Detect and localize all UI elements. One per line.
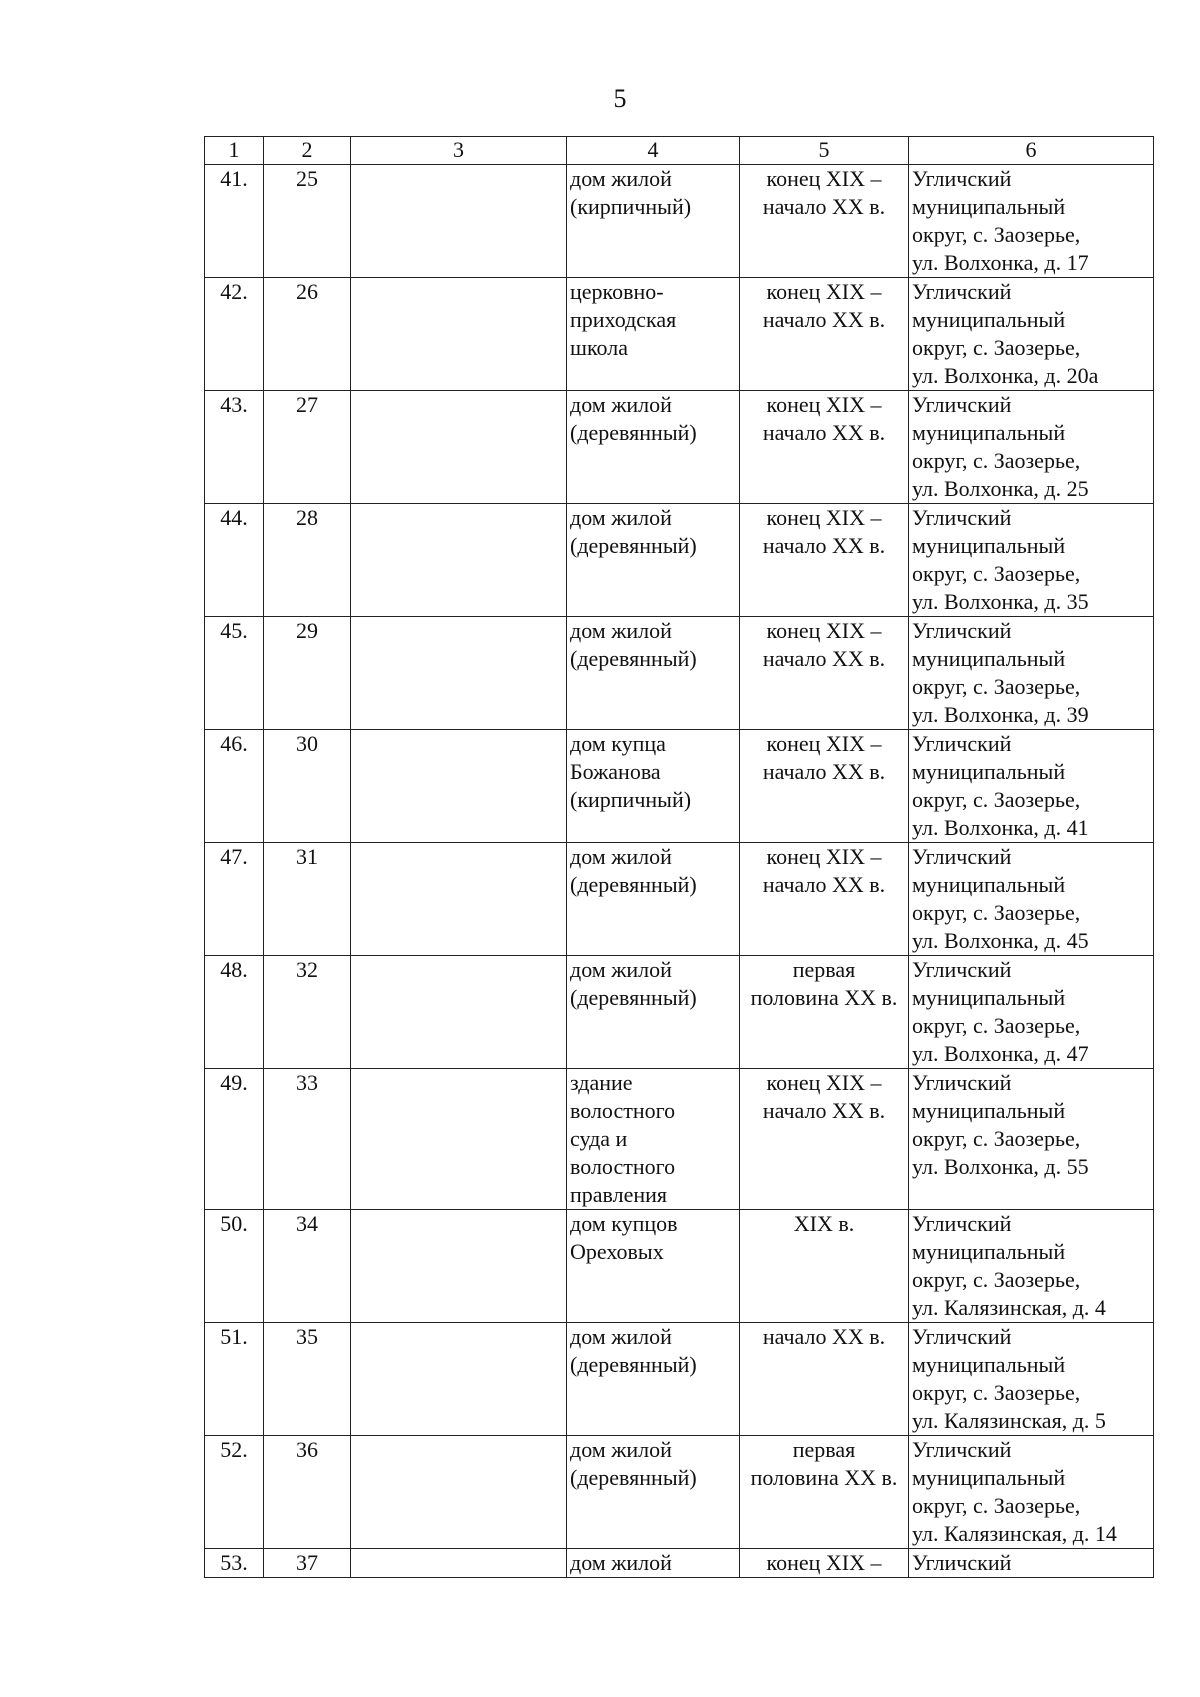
heritage-objects-table [204, 136, 1154, 1578]
object-code-cell: 27 [264, 391, 351, 504]
address-cell-line: Угличский [912, 1437, 1012, 1462]
address-cell-line: округ, с. Заозерье, [912, 1013, 1081, 1038]
address-cell-line: ул. Волхонка, д. 35 [912, 589, 1089, 614]
object-name-cell [567, 1549, 740, 1578]
object-code-cell: 25 [264, 165, 351, 278]
empty-cell [351, 1436, 567, 1549]
row-number-cell: 53. [205, 1549, 264, 1578]
object-code-cell: 36 [264, 1436, 351, 1549]
address-cell-line: Угличский [912, 505, 1012, 530]
table-row [205, 1069, 1154, 1210]
object-name-cell-line: волостного [570, 1154, 676, 1179]
table-row [205, 504, 1154, 617]
table-row [205, 165, 1154, 278]
object-name-cell [567, 165, 740, 278]
object-name-cell [567, 843, 740, 956]
dating-cell [740, 730, 909, 843]
empty-cell [351, 617, 567, 730]
object-name-cell-line: церковно- [570, 279, 664, 304]
dating-cell-line: половина XX в. [750, 985, 898, 1010]
empty-cell [351, 391, 567, 504]
address-cell-line: Угличский [912, 618, 1012, 643]
page-number: 5 [613, 84, 627, 113]
address-cell-line: округ, с. Заозерье, [912, 448, 1081, 473]
dating-cell-line: конец XIX – [766, 505, 882, 530]
object-name-cell [567, 730, 740, 843]
address-cell-line: Угличский [912, 1550, 1012, 1575]
address-cell-line: ул. Волхонка, д. 41 [912, 815, 1089, 840]
table-row [205, 1323, 1154, 1436]
empty-cell [351, 1549, 567, 1578]
address-cell-line: округ, с. Заозерье, [912, 335, 1081, 360]
row-number-cell: 51. [205, 1323, 264, 1436]
dating-cell [740, 1549, 909, 1578]
row-number-cell: 44. [205, 504, 264, 617]
object-name-cell-line: (деревянный) [570, 420, 697, 445]
object-code-cell: 34 [264, 1210, 351, 1323]
address-cell [909, 1323, 1154, 1436]
address-cell-line: ул. Волхонка, д. 20а [912, 363, 1099, 388]
address-cell-line: Угличский [912, 731, 1012, 756]
column-header-3: 3 [351, 137, 567, 165]
dating-cell-line: первая [792, 957, 856, 982]
dating-cell-line: начало XX в. [762, 646, 886, 671]
address-cell-line: округ, с. Заозерье, [912, 674, 1081, 699]
address-cell-line: округ, с. Заозерье, [912, 1126, 1081, 1151]
object-name-cell [567, 956, 740, 1069]
table-row [205, 1549, 1154, 1578]
object-name-cell-line: (деревянный) [570, 872, 697, 897]
object-code-cell: 29 [264, 617, 351, 730]
address-cell-line: муниципальный [912, 1465, 1066, 1490]
row-number-cell: 49. [205, 1069, 264, 1210]
empty-cell [351, 1069, 567, 1210]
address-cell-line: муниципальный [912, 533, 1066, 558]
address-cell-line: Угличский [912, 844, 1012, 869]
empty-cell [351, 278, 567, 391]
table-row [205, 391, 1154, 504]
object-name-cell-line: дом жилой [570, 166, 672, 191]
address-cell-line: муниципальный [912, 1098, 1066, 1123]
address-cell-line: Угличский [912, 1324, 1012, 1349]
address-cell-line: округ, с. Заозерье, [912, 1267, 1081, 1292]
address-cell-line: ул. Волхонка, д. 17 [912, 250, 1089, 275]
object-code-cell: 35 [264, 1323, 351, 1436]
row-number-cell: 48. [205, 956, 264, 1069]
address-cell [909, 617, 1154, 730]
address-cell-line: округ, с. Заозерье, [912, 1493, 1081, 1518]
address-cell-line: ул. Волхонка, д. 25 [912, 476, 1089, 501]
address-cell-line: Угличский [912, 1070, 1012, 1095]
object-name-cell-line: правления [570, 1182, 668, 1207]
object-name-cell-line: (деревянный) [570, 1352, 697, 1377]
address-cell-line: муниципальный [912, 1239, 1066, 1264]
empty-cell [351, 843, 567, 956]
address-cell-line: муниципальный [912, 872, 1066, 897]
table-row [205, 730, 1154, 843]
column-header-6: 6 [909, 137, 1154, 165]
object-name-cell-line: (деревянный) [570, 533, 697, 558]
object-name-cell-line: дом жилой [570, 844, 672, 869]
row-number-cell: 46. [205, 730, 264, 843]
empty-cell [351, 504, 567, 617]
object-name-cell-line: волостного [570, 1098, 676, 1123]
object-name-cell-line: дом жилой [570, 1437, 672, 1462]
address-cell-line: муниципальный [912, 759, 1066, 784]
column-header-5: 5 [740, 137, 909, 165]
table-row [205, 956, 1154, 1069]
table-header-row [205, 137, 1154, 165]
object-name-cell [567, 617, 740, 730]
table-row [205, 278, 1154, 391]
object-name-cell-line: суда и [570, 1126, 628, 1151]
address-cell-line: ул. Волхонка, д. 45 [912, 928, 1089, 953]
object-name-cell-line: (деревянный) [570, 1465, 697, 1490]
address-cell [909, 956, 1154, 1069]
row-number-cell: 43. [205, 391, 264, 504]
dating-cell-line: конец XIX – [766, 1550, 882, 1575]
object-name-cell-line: дом жилой [570, 392, 672, 417]
object-name-cell-line: (кирпичный) [570, 194, 692, 219]
dating-cell [740, 1323, 909, 1436]
dating-cell [740, 1210, 909, 1323]
address-cell-line: ул. Калязинская, д. 4 [912, 1295, 1106, 1320]
address-cell-line: муниципальный [912, 646, 1066, 671]
address-cell-line: Угличский [912, 392, 1012, 417]
object-name-cell-line: (деревянный) [570, 985, 697, 1010]
object-code-cell: 37 [264, 1549, 351, 1578]
dating-cell [740, 504, 909, 617]
address-cell-line: ул. Калязинская, д. 14 [912, 1521, 1117, 1546]
column-header-2: 2 [264, 137, 351, 165]
dating-cell [740, 391, 909, 504]
empty-cell [351, 1323, 567, 1436]
object-name-cell-line: дом жилой [570, 957, 672, 982]
dating-cell-line: конец XIX – [766, 279, 882, 304]
dating-cell-line: начало XX в. [762, 872, 886, 897]
table-row [205, 1436, 1154, 1549]
address-cell [909, 1436, 1154, 1549]
row-number-cell: 52. [205, 1436, 264, 1549]
dating-cell-line: конец XIX – [766, 1070, 882, 1095]
dating-cell [740, 278, 909, 391]
address-cell-line: ул. Волхонка, д. 47 [912, 1041, 1089, 1066]
dating-cell-line: начало XX в. [762, 1098, 886, 1123]
object-name-cell-line: (деревянный) [570, 646, 697, 671]
object-name-cell-line: дом купца [570, 731, 666, 756]
address-cell-line: муниципальный [912, 194, 1066, 219]
table-row [205, 1210, 1154, 1323]
dating-cell-line: конец XIX – [766, 166, 882, 191]
object-name-cell [567, 1436, 740, 1549]
dating-cell-line: начало XX в. [762, 533, 886, 558]
dating-cell [740, 1069, 909, 1210]
object-name-cell-line: школа [570, 335, 628, 360]
address-cell-line: ул. Волхонка, д. 39 [912, 702, 1089, 727]
address-cell [909, 1210, 1154, 1323]
object-code-cell: 26 [264, 278, 351, 391]
object-name-cell [567, 504, 740, 617]
object-code-cell: 32 [264, 956, 351, 1069]
object-name-cell-line: дом жилой [570, 1550, 672, 1575]
address-cell-line: округ, с. Заозерье, [912, 787, 1081, 812]
address-cell [909, 843, 1154, 956]
dating-cell-line: половина XX в. [750, 1465, 898, 1490]
address-cell-line: округ, с. Заозерье, [912, 1380, 1081, 1405]
object-name-cell-line: дом жилой [570, 1324, 672, 1349]
row-number-cell: 50. [205, 1210, 264, 1323]
object-name-cell-line: дом купцов [570, 1211, 678, 1236]
dating-cell-line: начало XX в. [762, 420, 886, 445]
object-name-cell-line: Божанова [570, 759, 661, 784]
address-cell-line: ул. Волхонка, д. 55 [912, 1154, 1089, 1179]
object-code-cell: 30 [264, 730, 351, 843]
table-row [205, 617, 1154, 730]
row-number-cell: 47. [205, 843, 264, 956]
address-cell-line: округ, с. Заозерье, [912, 222, 1081, 247]
object-name-cell [567, 391, 740, 504]
address-cell-line: Угличский [912, 279, 1012, 304]
row-number-cell: 45. [205, 617, 264, 730]
dating-cell-line: начало XX в. [762, 307, 886, 332]
dating-cell [740, 843, 909, 956]
row-number-cell: 41. [205, 165, 264, 278]
object-code-cell: 33 [264, 1069, 351, 1210]
address-cell-line: Угличский [912, 166, 1012, 191]
address-cell [909, 165, 1154, 278]
address-cell [909, 1069, 1154, 1210]
object-name-cell [567, 278, 740, 391]
object-name-cell-line: дом жилой [570, 505, 672, 530]
object-name-cell [567, 1210, 740, 1323]
column-header-4: 4 [567, 137, 740, 165]
dating-cell-line: начало XX в. [762, 1324, 886, 1349]
object-name-cell [567, 1323, 740, 1436]
object-code-cell: 28 [264, 504, 351, 617]
address-cell [909, 730, 1154, 843]
dating-cell-line: XIX в. [793, 1211, 855, 1236]
address-cell-line: округ, с. Заозерье, [912, 561, 1081, 586]
dating-cell [740, 165, 909, 278]
address-cell-line: муниципальный [912, 420, 1066, 445]
object-name-cell-line: здание [570, 1070, 633, 1095]
empty-cell [351, 165, 567, 278]
empty-cell [351, 1210, 567, 1323]
empty-cell [351, 730, 567, 843]
address-cell-line: Угличский [912, 957, 1012, 982]
address-cell-line: муниципальный [912, 307, 1066, 332]
dating-cell-line: конец XIX – [766, 844, 882, 869]
dating-cell-line: конец XIX – [766, 392, 882, 417]
object-code-cell: 31 [264, 843, 351, 956]
dating-cell-line: первая [792, 1437, 856, 1462]
dating-cell [740, 1436, 909, 1549]
dating-cell-line: конец XIX – [766, 731, 882, 756]
address-cell [909, 504, 1154, 617]
dating-cell-line: конец XIX – [766, 618, 882, 643]
address-cell-line: округ, с. Заозерье, [912, 900, 1081, 925]
empty-cell [351, 956, 567, 1069]
dating-cell [740, 617, 909, 730]
address-cell-line: Угличский [912, 1211, 1012, 1236]
object-name-cell-line: приходская [570, 307, 677, 332]
address-cell [909, 391, 1154, 504]
address-cell-line: муниципальный [912, 985, 1066, 1010]
dating-cell [740, 956, 909, 1069]
table-body [205, 165, 1154, 1578]
object-name-cell-line: дом жилой [570, 618, 672, 643]
object-name-cell-line: (кирпичный) [570, 787, 692, 812]
address-cell-line: ул. Калязинская, д. 5 [912, 1408, 1106, 1433]
row-number-cell: 42. [205, 278, 264, 391]
address-cell [909, 278, 1154, 391]
address-cell-line: муниципальный [912, 1352, 1066, 1377]
dating-cell-line: начало XX в. [762, 194, 886, 219]
object-name-cell [567, 1069, 740, 1210]
address-cell [909, 1549, 1154, 1578]
table-row [205, 843, 1154, 956]
object-name-cell-line: Ореховых [570, 1239, 664, 1264]
dating-cell-line: начало XX в. [762, 759, 886, 784]
column-header-1: 1 [205, 137, 264, 165]
